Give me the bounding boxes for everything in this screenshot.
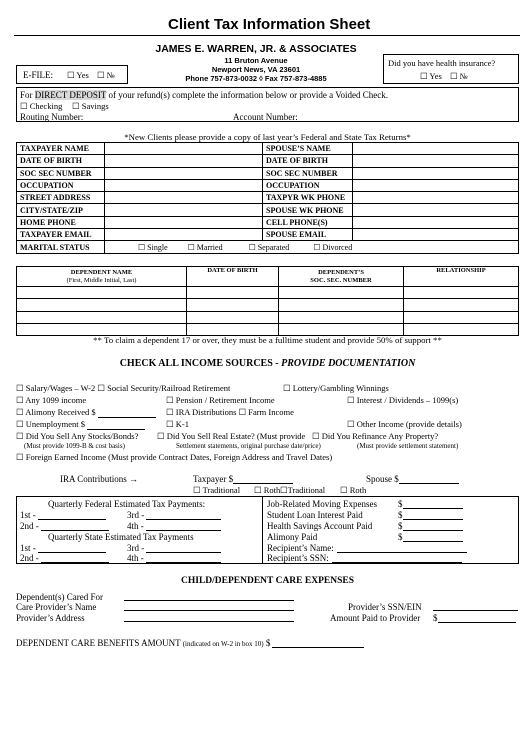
deposit-suffix: of your refund(s) complete the information below or provide a Voided Check.: [108, 90, 389, 100]
marital-status-options: [105, 241, 519, 253]
dependent-ssn-cell[interactable]: [279, 323, 404, 335]
state-q1[interactable]: 1st -: [20, 543, 106, 553]
dependent-row: [17, 287, 519, 299]
federal-q4[interactable]: 4th -: [127, 521, 221, 531]
marital-status-label: MARITAL STATUS: [17, 241, 105, 253]
taxpayer-row: [17, 155, 519, 167]
spouse-field-label: SPOUSE WK PHONE: [263, 204, 353, 216]
dependent-row: [17, 311, 519, 323]
dependent-dob-header: DATE OF BIRTH: [187, 267, 279, 287]
spouse-field-label: CELL PHONE(S): [263, 216, 353, 228]
firm-address-2: Newport News, VA 23601: [211, 65, 301, 74]
alimony-paid-label: Alimony Paid: [267, 532, 318, 542]
taxpayer-row: [17, 216, 519, 228]
ira-contributions-label: IRA Contributions →: [60, 474, 139, 484]
refinance-note: (Must provide settlement statement): [357, 442, 459, 450]
taxpayer-field-label: OCCUPATION: [17, 179, 105, 191]
cared-for-field[interactable]: [124, 592, 294, 601]
taxpayer-row: [17, 167, 519, 179]
dependent-relationship-cell[interactable]: [404, 311, 519, 323]
savings-checkbox[interactable]: ☐ Savings: [72, 101, 109, 111]
dependent-name-cell[interactable]: [17, 299, 187, 311]
cared-for-label: Dependent(s) Cared For: [16, 592, 103, 602]
page-title: Client Tax Information Sheet: [168, 16, 371, 33]
recipient-name-label[interactable]: Recipient’s Name:: [267, 543, 467, 553]
spouse-field-value[interactable]: [353, 143, 519, 155]
refinance-checkbox[interactable]: ☐ Did You Refinance Any Property?: [312, 431, 439, 441]
provider-address-label: Provider’s Address: [16, 613, 85, 623]
taxpayer-row: [17, 192, 519, 204]
ira-taxpayer-traditional[interactable]: ☐ Traditional: [193, 485, 241, 495]
firm-name: JAMES E. WARREN, JR. & ASSOCIATES: [155, 43, 357, 55]
ira-farm-checkbox[interactable]: ☐ IRA Distributions ☐ Farm Income: [166, 407, 294, 417]
deposit-prefix: For: [20, 90, 33, 100]
dependent-relationship-cell[interactable]: [404, 299, 519, 311]
efile-yes-checkbox[interactable]: ☐ Yes: [67, 70, 89, 80]
marital-married[interactable]: ☐ Married: [187, 242, 223, 252]
dependent-dob-cell[interactable]: [187, 299, 279, 311]
dependent-row: [17, 299, 519, 311]
alimony-received-checkbox[interactable]: ☐ Alimony Received $: [16, 407, 156, 418]
federal-q2[interactable]: 2nd -: [20, 521, 109, 531]
deposit-highlight: DIRECT DEPOSIT: [34, 90, 107, 100]
taxpayer-field-label: TAXPAYER NAME: [17, 143, 105, 155]
dependent-name-header: DEPENDENT NAME (First, Middle Initial, Last): [17, 267, 187, 287]
other-income-checkbox[interactable]: ☐ Other Income (provide details): [347, 419, 462, 429]
hsa-field[interactable]: $: [398, 521, 463, 531]
taxpayer-field-label: DATE OF BIRTH: [17, 155, 105, 167]
dependent-ssn-cell[interactable]: [279, 287, 404, 299]
moving-expenses-label: Job-Related Moving Expenses: [267, 499, 377, 509]
ira-taxpayer[interactable]: Taxpayer $: [193, 474, 293, 484]
student-loan-field[interactable]: $: [398, 510, 463, 520]
dependent-dob-cell[interactable]: [187, 287, 279, 299]
taxpayer-field-value[interactable]: [105, 179, 263, 191]
account-number-label: Account Number:: [233, 112, 298, 122]
marital-divorced[interactable]: ☐ Divorced: [313, 242, 353, 252]
taxpayer-field-label: SOC SEC NUMBER: [17, 167, 105, 179]
taxpayer-row: [17, 143, 519, 155]
taxpayer-field-value[interactable]: [105, 143, 263, 155]
title-rule: [14, 35, 520, 36]
unemployment-checkbox[interactable]: ☐ Unemployment $: [16, 419, 145, 430]
provider-name-label: Care Provider’s Name: [16, 602, 97, 612]
dependents-table: [16, 266, 519, 336]
provider-name-field[interactable]: [124, 602, 294, 611]
pension-checkbox[interactable]: ☐ Pension / Retirement Income: [166, 395, 275, 405]
foreign-income-checkbox[interactable]: ☐ Foreign Earned Income (Must provide Contract Dates, Foreign Address and Travel Dates): [16, 452, 333, 462]
taxpayer-field-label: STREET ADDRESS: [17, 192, 105, 204]
amount-paid-label: Amount Paid to Provider: [330, 613, 421, 623]
taxpayer-row: [17, 229, 519, 241]
spouse-field-label: DATE OF BIRTH: [263, 155, 353, 167]
taxpayer-field-value[interactable]: [105, 229, 263, 241]
recipient-ssn-label[interactable]: Recipient’s SSN:: [267, 553, 462, 563]
taxpayer-field-label: HOME PHONE: [17, 216, 105, 228]
efile-no-checkbox[interactable]: ☐ №: [97, 70, 115, 80]
taxpayer-field-value[interactable]: [105, 216, 263, 228]
firm-phone: Phone 757-873-0032 ◊ Fax 757-873-4885: [185, 74, 327, 83]
efile-label: E-FILE:: [23, 70, 53, 80]
dependent-dob-cell[interactable]: [187, 323, 279, 335]
spouse-field-value[interactable]: [353, 229, 519, 241]
health-insurance-question: Did you have health insurance?: [388, 58, 496, 68]
taxpayer-field-label: TAXPAYER EMAIL: [17, 229, 105, 241]
ira-spouse-roth[interactable]: ☐ Roth: [340, 485, 367, 495]
income-heading: CHECK ALL INCOME SOURCES - PROVIDE DOCUMENTATION: [119, 358, 416, 369]
hsa-label: Health Savings Account Paid: [267, 521, 373, 531]
state-q2[interactable]: 2nd -: [20, 553, 109, 563]
provider-address-field[interactable]: [124, 613, 294, 622]
taxpayer-field-value[interactable]: [105, 167, 263, 179]
marital-single[interactable]: ☐ Single: [138, 242, 168, 252]
spouse-field-value[interactable]: [353, 167, 519, 179]
routing-number-label: Routing Number:: [20, 112, 84, 122]
spouse-field-label: SPOUSE’S NAME: [263, 143, 353, 155]
alimony-paid-field[interactable]: $: [398, 532, 463, 542]
lottery-checkbox[interactable]: ☐ Lottery/Gambling Winnings: [283, 383, 389, 393]
health-insurance-box: [383, 54, 519, 84]
ira-taxpayer-roth[interactable]: ☐ Roth: [254, 485, 281, 495]
spouse-field-value[interactable]: [353, 216, 519, 228]
taxpayer-field-label: CITY/STATE/ZIP: [17, 204, 105, 216]
spouse-field-value[interactable]: [353, 204, 519, 216]
dependent-relationship-header: RELATIONSHIP: [404, 267, 519, 287]
dependent-ssn-header: DEPENDENT’S SOC. SEC. NUMBER: [279, 267, 404, 287]
dependent-relationship-cell[interactable]: [404, 323, 519, 335]
spouse-field-value[interactable]: [353, 192, 519, 204]
taxpayer-row: [17, 179, 519, 191]
any-1099-checkbox[interactable]: ☐ Any 1099 income: [16, 395, 87, 405]
income-row-1a[interactable]: ☐ Salary/Wages – W-2 ☐ Social Security/Railroad Retirement: [16, 383, 231, 393]
taxpayer-field-value[interactable]: [105, 204, 263, 216]
taxpayer-table: [16, 142, 519, 254]
care-heading: CHILD/DEPENDENT CARE EXPENSES: [181, 576, 354, 586]
dependent-name-cell[interactable]: [17, 287, 187, 299]
state-estimated-label: Quarterly State Estimated Tax Payments: [48, 532, 194, 542]
new-clients-note: *New Clients please provide a copy of last year’s Federal and State Tax Returns*: [124, 132, 411, 142]
k1-checkbox[interactable]: ☐ K-1: [166, 419, 189, 429]
stocks-bonds-checkbox[interactable]: ☐ Did You Sell Any Stocks/Bonds?: [16, 431, 139, 441]
spouse-field-label: OCCUPATION: [263, 179, 353, 191]
checking-checkbox[interactable]: ☐ Checking: [20, 101, 63, 111]
amount-paid-field[interactable]: $: [433, 613, 516, 623]
spouse-field-value[interactable]: [353, 179, 519, 191]
spouse-field-value[interactable]: [353, 155, 519, 167]
efile-box: [16, 65, 128, 84]
real-estate-note: Settlement statements, original purchase date/price): [176, 442, 321, 450]
direct-deposit-box: [16, 87, 519, 122]
provider-ssn-label: Provider’s SSN/EIN: [348, 602, 422, 612]
dependent-row: [17, 323, 519, 335]
dependent-name-cell[interactable]: [17, 311, 187, 323]
dependent-dob-cell[interactable]: [187, 311, 279, 323]
benefits-amount[interactable]: DEPENDENT CARE BENEFITS AMOUNT (indicated on W-2 in box 10) $: [16, 638, 364, 648]
firm-address-1: 11 Bruton Avenue: [224, 56, 288, 65]
federal-estimated-label: Quarterly Federal Estimated Tax Payments:: [48, 499, 206, 509]
direct-deposit-text: [20, 90, 388, 100]
spouse-field-label: SOC SEC NUMBER: [263, 167, 353, 179]
ira-spouse-traditional[interactable]: ☐Traditional: [280, 485, 326, 495]
taxpayer-field-value[interactable]: [105, 155, 263, 167]
spouse-field-label: TAXPYR WK PHONE: [263, 192, 353, 204]
federal-q1[interactable]: 1st -: [20, 510, 106, 520]
dependent-note: ** To claim a dependent 17 or over, they must be a fulltime student and provide 50% of support **: [93, 335, 442, 345]
health-yes-checkbox[interactable]: ☐ Yes: [420, 71, 442, 81]
marital-separated[interactable]: ☐ Separated: [248, 242, 290, 252]
stocks-note: (Must provide 1099-B & cost basis): [24, 442, 125, 450]
provider-ssn-field[interactable]: [433, 602, 518, 611]
state-q4[interactable]: 4th -: [127, 553, 221, 563]
marital-status-row: [17, 241, 519, 253]
taxpayer-field-value[interactable]: [105, 192, 263, 204]
taxpayer-row: [17, 204, 519, 216]
estimated-divider: [262, 496, 263, 564]
dependent-relationship-cell[interactable]: [404, 287, 519, 299]
student-loan-label: Student Loan Interest Paid: [267, 510, 363, 520]
moving-expenses-field[interactable]: $: [398, 499, 463, 509]
interest-dividends-checkbox[interactable]: ☐ Interest / Dividends – 1099(s): [347, 395, 459, 405]
state-q3[interactable]: 3rd -: [127, 543, 221, 553]
health-no-checkbox[interactable]: ☐ №: [450, 71, 468, 81]
spouse-field-label: SPOUSE EMAIL: [263, 229, 353, 241]
federal-q3[interactable]: 3rd -: [127, 510, 221, 520]
dependent-name-cell[interactable]: [17, 323, 187, 335]
real-estate-checkbox[interactable]: ☐ Did You Sell Real Estate? (Must provide: [157, 431, 306, 441]
dependent-ssn-cell[interactable]: [279, 299, 404, 311]
ira-spouse[interactable]: Spouse $: [366, 474, 459, 484]
dependent-ssn-cell[interactable]: [279, 311, 404, 323]
